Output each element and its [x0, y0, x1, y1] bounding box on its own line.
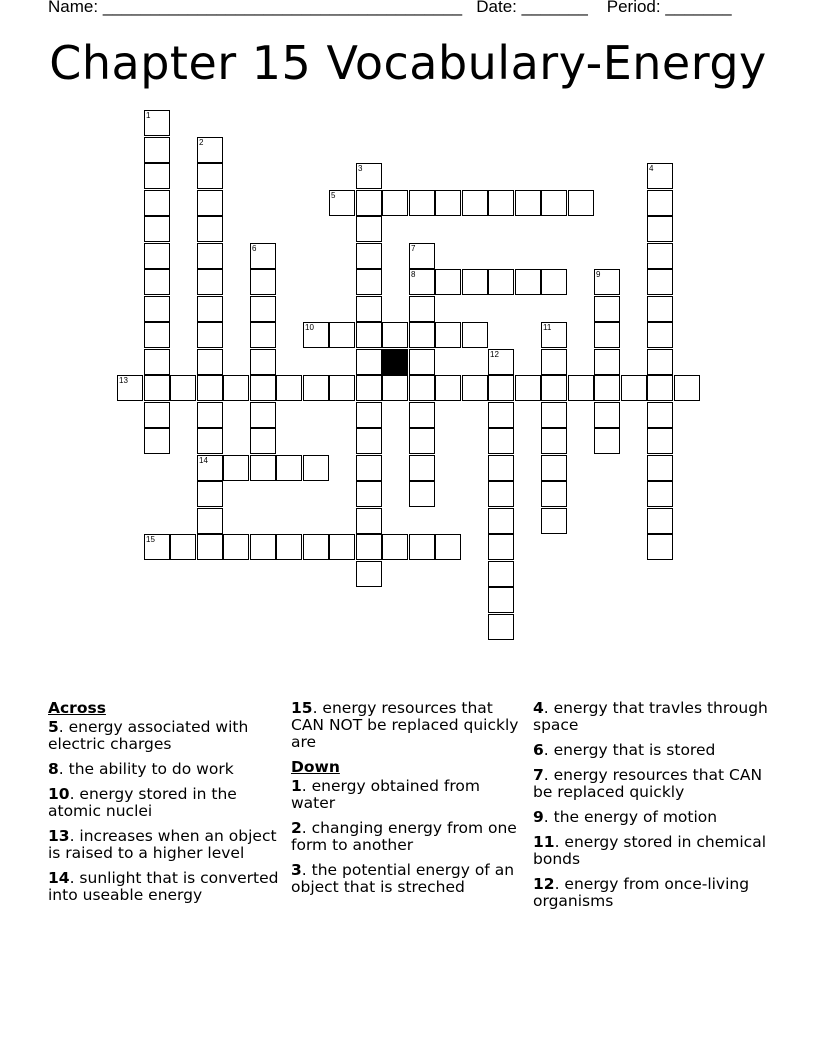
crossword-cell[interactable] [356, 402, 382, 428]
crossword-cell[interactable] [197, 137, 223, 163]
crossword-cell[interactable] [250, 428, 276, 454]
clue-across-13: 13. increases when an object is raised to a higher level [48, 827, 277, 862]
crossword-cell[interactable] [647, 455, 673, 481]
clue-across-15: 15. energy resources that CAN NOT be replaced quickly are [291, 699, 519, 751]
clue-number-label: 9 [596, 270, 601, 279]
clue-number-label: 15 [146, 535, 155, 544]
crossword-cell[interactable] [250, 455, 276, 481]
crossword-cell[interactable] [144, 110, 170, 136]
down-heading: Down [291, 758, 340, 776]
crossword-cell[interactable] [250, 402, 276, 428]
date-label: Date: [476, 0, 517, 16]
crossword-cell[interactable] [621, 375, 647, 401]
crossword-cell[interactable] [250, 534, 276, 560]
crossword-cell[interactable] [250, 375, 276, 401]
crossword-cell[interactable] [197, 296, 223, 322]
clue-down-1: 1. energy obtained from water [291, 777, 480, 812]
clue-down-4: 4. energy that travles through space [533, 699, 768, 734]
crossword-cell[interactable] [409, 190, 435, 216]
crossword-cell[interactable] [250, 243, 276, 269]
crossword-cell[interactable] [197, 322, 223, 348]
crossword-cell[interactable] [594, 402, 620, 428]
crossword-cell[interactable] [117, 375, 143, 401]
crossword-cell[interactable] [250, 269, 276, 295]
crossword-cell[interactable] [568, 190, 594, 216]
crossword-cell[interactable] [647, 508, 673, 534]
crossword-cell[interactable] [356, 296, 382, 322]
crossword-cell[interactable] [250, 322, 276, 348]
crossword-cell[interactable] [409, 428, 435, 454]
crossword-cell[interactable] [197, 190, 223, 216]
crossword-cell[interactable] [647, 402, 673, 428]
crossword-cell[interactable] [409, 269, 435, 295]
crossword-cell[interactable] [329, 375, 355, 401]
crossword-cell[interactable] [223, 455, 249, 481]
crossword-cell[interactable] [356, 481, 382, 507]
crossword-cell[interactable] [356, 269, 382, 295]
crossword-cell[interactable] [409, 296, 435, 322]
crossword-cell[interactable] [276, 455, 302, 481]
crossword-cell[interactable] [515, 190, 541, 216]
crossword-cell[interactable] [409, 349, 435, 375]
clue-down-7: 7. energy resources that CAN be replaced quickly [533, 766, 763, 801]
name-label: Name: [48, 0, 99, 16]
crossword-cell[interactable] [356, 322, 382, 348]
crossword-cell[interactable] [541, 375, 567, 401]
crossword-cell[interactable] [144, 269, 170, 295]
crossword-cell[interactable] [144, 216, 170, 242]
crossword-cell[interactable] [462, 269, 488, 295]
crossword-cell[interactable] [382, 375, 408, 401]
crossword-cell[interactable] [488, 375, 514, 401]
crossword-cell[interactable] [568, 375, 594, 401]
crossword-cell[interactable] [594, 349, 620, 375]
crossword-cell[interactable] [541, 322, 567, 348]
crossword-cell[interactable] [276, 375, 302, 401]
clue-number-label: 10 [305, 323, 314, 332]
crossword-cell[interactable] [382, 322, 408, 348]
crossword-cell[interactable] [409, 455, 435, 481]
crossword-cell[interactable] [144, 243, 170, 269]
crossword-cell[interactable] [488, 534, 514, 560]
crossword-cell[interactable] [515, 269, 541, 295]
crossword-cell[interactable] [647, 428, 673, 454]
crossword-cell[interactable] [303, 534, 329, 560]
crossword-cell[interactable] [541, 402, 567, 428]
crossword-cell[interactable] [144, 296, 170, 322]
crossword-cell[interactable] [409, 375, 435, 401]
crossword-cell[interactable] [144, 322, 170, 348]
crossword-cell[interactable] [356, 190, 382, 216]
clue-number-label: 4 [649, 164, 654, 173]
crossword-cell[interactable] [197, 163, 223, 189]
crossword-cell[interactable] [541, 508, 567, 534]
clue-down-12: 12. energy from once-living organisms [533, 875, 750, 910]
crossword-cell[interactable] [382, 190, 408, 216]
crossword-cell[interactable] [462, 375, 488, 401]
crossword-cell[interactable] [276, 534, 302, 560]
crossword-cell[interactable] [356, 243, 382, 269]
crossword-cell[interactable] [647, 322, 673, 348]
crossword-cell[interactable] [541, 190, 567, 216]
crossword-cell[interactable] [647, 296, 673, 322]
crossword-cell[interactable] [488, 190, 514, 216]
crossword-cell[interactable] [144, 163, 170, 189]
crossword-cell[interactable] [541, 349, 567, 375]
crossword-cell[interactable] [462, 190, 488, 216]
clue-number-label: 14 [199, 456, 208, 465]
clue-across-5: 5. energy associated with electric charges [48, 718, 249, 753]
crossword-cell[interactable] [647, 481, 673, 507]
clue-down-3: 3. the potential energy of an object that is streched [291, 861, 515, 896]
crossword-cell[interactable] [197, 508, 223, 534]
clue-number-label: 7 [411, 244, 416, 253]
crossword-cell[interactable] [541, 428, 567, 454]
crossword-cell[interactable] [144, 428, 170, 454]
period-label: Period: [606, 0, 661, 16]
clue-across-14: 14. sunlight that is converted into useable energy [48, 869, 279, 904]
crossword-cell[interactable] [541, 481, 567, 507]
crossword-cell[interactable] [197, 455, 223, 481]
crossword-cell[interactable] [197, 481, 223, 507]
crossword-cell[interactable] [435, 190, 461, 216]
clue-number-label: 5 [331, 191, 336, 200]
crossword-cell[interactable] [541, 455, 567, 481]
clue-number-label: 1 [146, 111, 151, 120]
crossword-cell[interactable] [409, 402, 435, 428]
crossword-cell[interactable] [382, 534, 408, 560]
crossword-cell[interactable] [488, 428, 514, 454]
crossword-cell[interactable] [197, 534, 223, 560]
across-heading: Across [48, 699, 106, 717]
clues-column-1 [48, 700, 280, 912]
crossword-cell[interactable] [488, 269, 514, 295]
crossword-cell[interactable] [594, 375, 620, 401]
crossword-cell[interactable] [356, 216, 382, 242]
page-title: Chapter 15 Vocabulary-Energy [49, 36, 767, 90]
crossword-cell[interactable] [541, 269, 567, 295]
crossword-cell[interactable] [356, 375, 382, 401]
crossword-cell[interactable] [435, 534, 461, 560]
crossword-cell[interactable] [197, 375, 223, 401]
crossword-cell[interactable] [356, 163, 382, 189]
crossword-cell[interactable] [435, 269, 461, 295]
date-blank[interactable]: _______ [521, 0, 588, 16]
crossword-cell[interactable] [647, 269, 673, 295]
crossword-cell[interactable] [356, 428, 382, 454]
crossword-cell[interactable] [356, 534, 382, 560]
crossword-cell[interactable] [250, 296, 276, 322]
crossword-cell[interactable] [303, 375, 329, 401]
crossword-cell[interactable] [488, 508, 514, 534]
crossword-cell[interactable] [250, 349, 276, 375]
crossword-cell[interactable] [647, 163, 673, 189]
crossword-cell[interactable] [409, 243, 435, 269]
crossword-cell[interactable] [197, 216, 223, 242]
crossword-cell[interactable] [303, 455, 329, 481]
crossword-cell[interactable] [223, 534, 249, 560]
crossword-cell[interactable] [197, 402, 223, 428]
crossword-cell[interactable] [647, 375, 673, 401]
clue-down-9: 9. the energy of motion [533, 808, 718, 826]
crossword-cell[interactable] [356, 508, 382, 534]
crossword-cell[interactable] [488, 614, 514, 640]
crossword-cell[interactable] [356, 561, 382, 587]
crossword-cell[interactable] [674, 375, 700, 401]
crossword-cell[interactable] [409, 481, 435, 507]
clue-across-8: 8. the ability to do work [48, 760, 234, 778]
crossword-cell[interactable] [329, 534, 355, 560]
clues-column-3 [533, 700, 773, 918]
crossword-cell[interactable] [594, 296, 620, 322]
crossword-cell[interactable] [647, 243, 673, 269]
crossword-cell[interactable] [488, 455, 514, 481]
crossword-cell[interactable] [488, 481, 514, 507]
crossword-cell[interactable] [223, 375, 249, 401]
crossword-cell[interactable] [197, 269, 223, 295]
crossword-cell[interactable] [435, 375, 461, 401]
crossword-cell[interactable] [647, 534, 673, 560]
crossword-cell[interactable] [170, 375, 196, 401]
crossword-cell[interactable] [144, 137, 170, 163]
crossword-cell[interactable] [488, 349, 514, 375]
crossword-cell[interactable] [488, 402, 514, 428]
crossword-cell[interactable] [144, 402, 170, 428]
crossword-cell[interactable] [329, 190, 355, 216]
clue-down-6: 6. energy that is stored [533, 741, 716, 759]
crossword-cell[interactable] [594, 322, 620, 348]
crossword-cell[interactable] [594, 269, 620, 295]
clue-number-label: 11 [543, 323, 552, 332]
crossword-cell[interactable] [647, 216, 673, 242]
name-blank[interactable]: ______________________________________ [102, 0, 463, 16]
crossword-cell[interactable] [329, 322, 355, 348]
crossword-cell[interactable] [197, 243, 223, 269]
crossword-cell[interactable] [594, 428, 620, 454]
crossword-cell[interactable] [488, 587, 514, 613]
clue-down-2: 2. changing energy from one form to another [291, 819, 517, 854]
crossword-cell[interactable] [197, 349, 223, 375]
crossword-cell[interactable] [409, 322, 435, 348]
clue-number-label: 8 [411, 270, 416, 279]
blocked-cell [382, 349, 408, 375]
clue-number-label: 13 [119, 376, 128, 385]
crossword-cell[interactable] [144, 190, 170, 216]
clues-column-2 [291, 700, 523, 904]
crossword-cell[interactable] [144, 534, 170, 560]
crossword-cell[interactable] [435, 322, 461, 348]
crossword-cell[interactable] [515, 375, 541, 401]
clue-number-label: 6 [252, 244, 257, 253]
clue-down-11: 11. energy stored in chemical bonds [533, 833, 767, 868]
period-blank[interactable]: _______ [665, 0, 732, 16]
crossword-cell[interactable] [170, 534, 196, 560]
crossword-cell[interactable] [144, 349, 170, 375]
crossword-cell[interactable] [303, 322, 329, 348]
clue-number-label: 3 [358, 164, 363, 173]
crossword-cell[interactable] [409, 534, 435, 560]
crossword-cell[interactable] [647, 190, 673, 216]
crossword-cell[interactable] [144, 375, 170, 401]
clue-number-label: 12 [490, 350, 499, 359]
crossword-cell[interactable] [356, 455, 382, 481]
crossword-cell[interactable] [488, 561, 514, 587]
clue-across-10: 10. energy stored in the atomic nuclei [48, 785, 237, 820]
clue-number-label: 2 [199, 138, 204, 147]
crossword-cell[interactable] [647, 349, 673, 375]
crossword-cell[interactable] [356, 349, 382, 375]
crossword-cell[interactable] [462, 322, 488, 348]
crossword-cell[interactable] [197, 428, 223, 454]
